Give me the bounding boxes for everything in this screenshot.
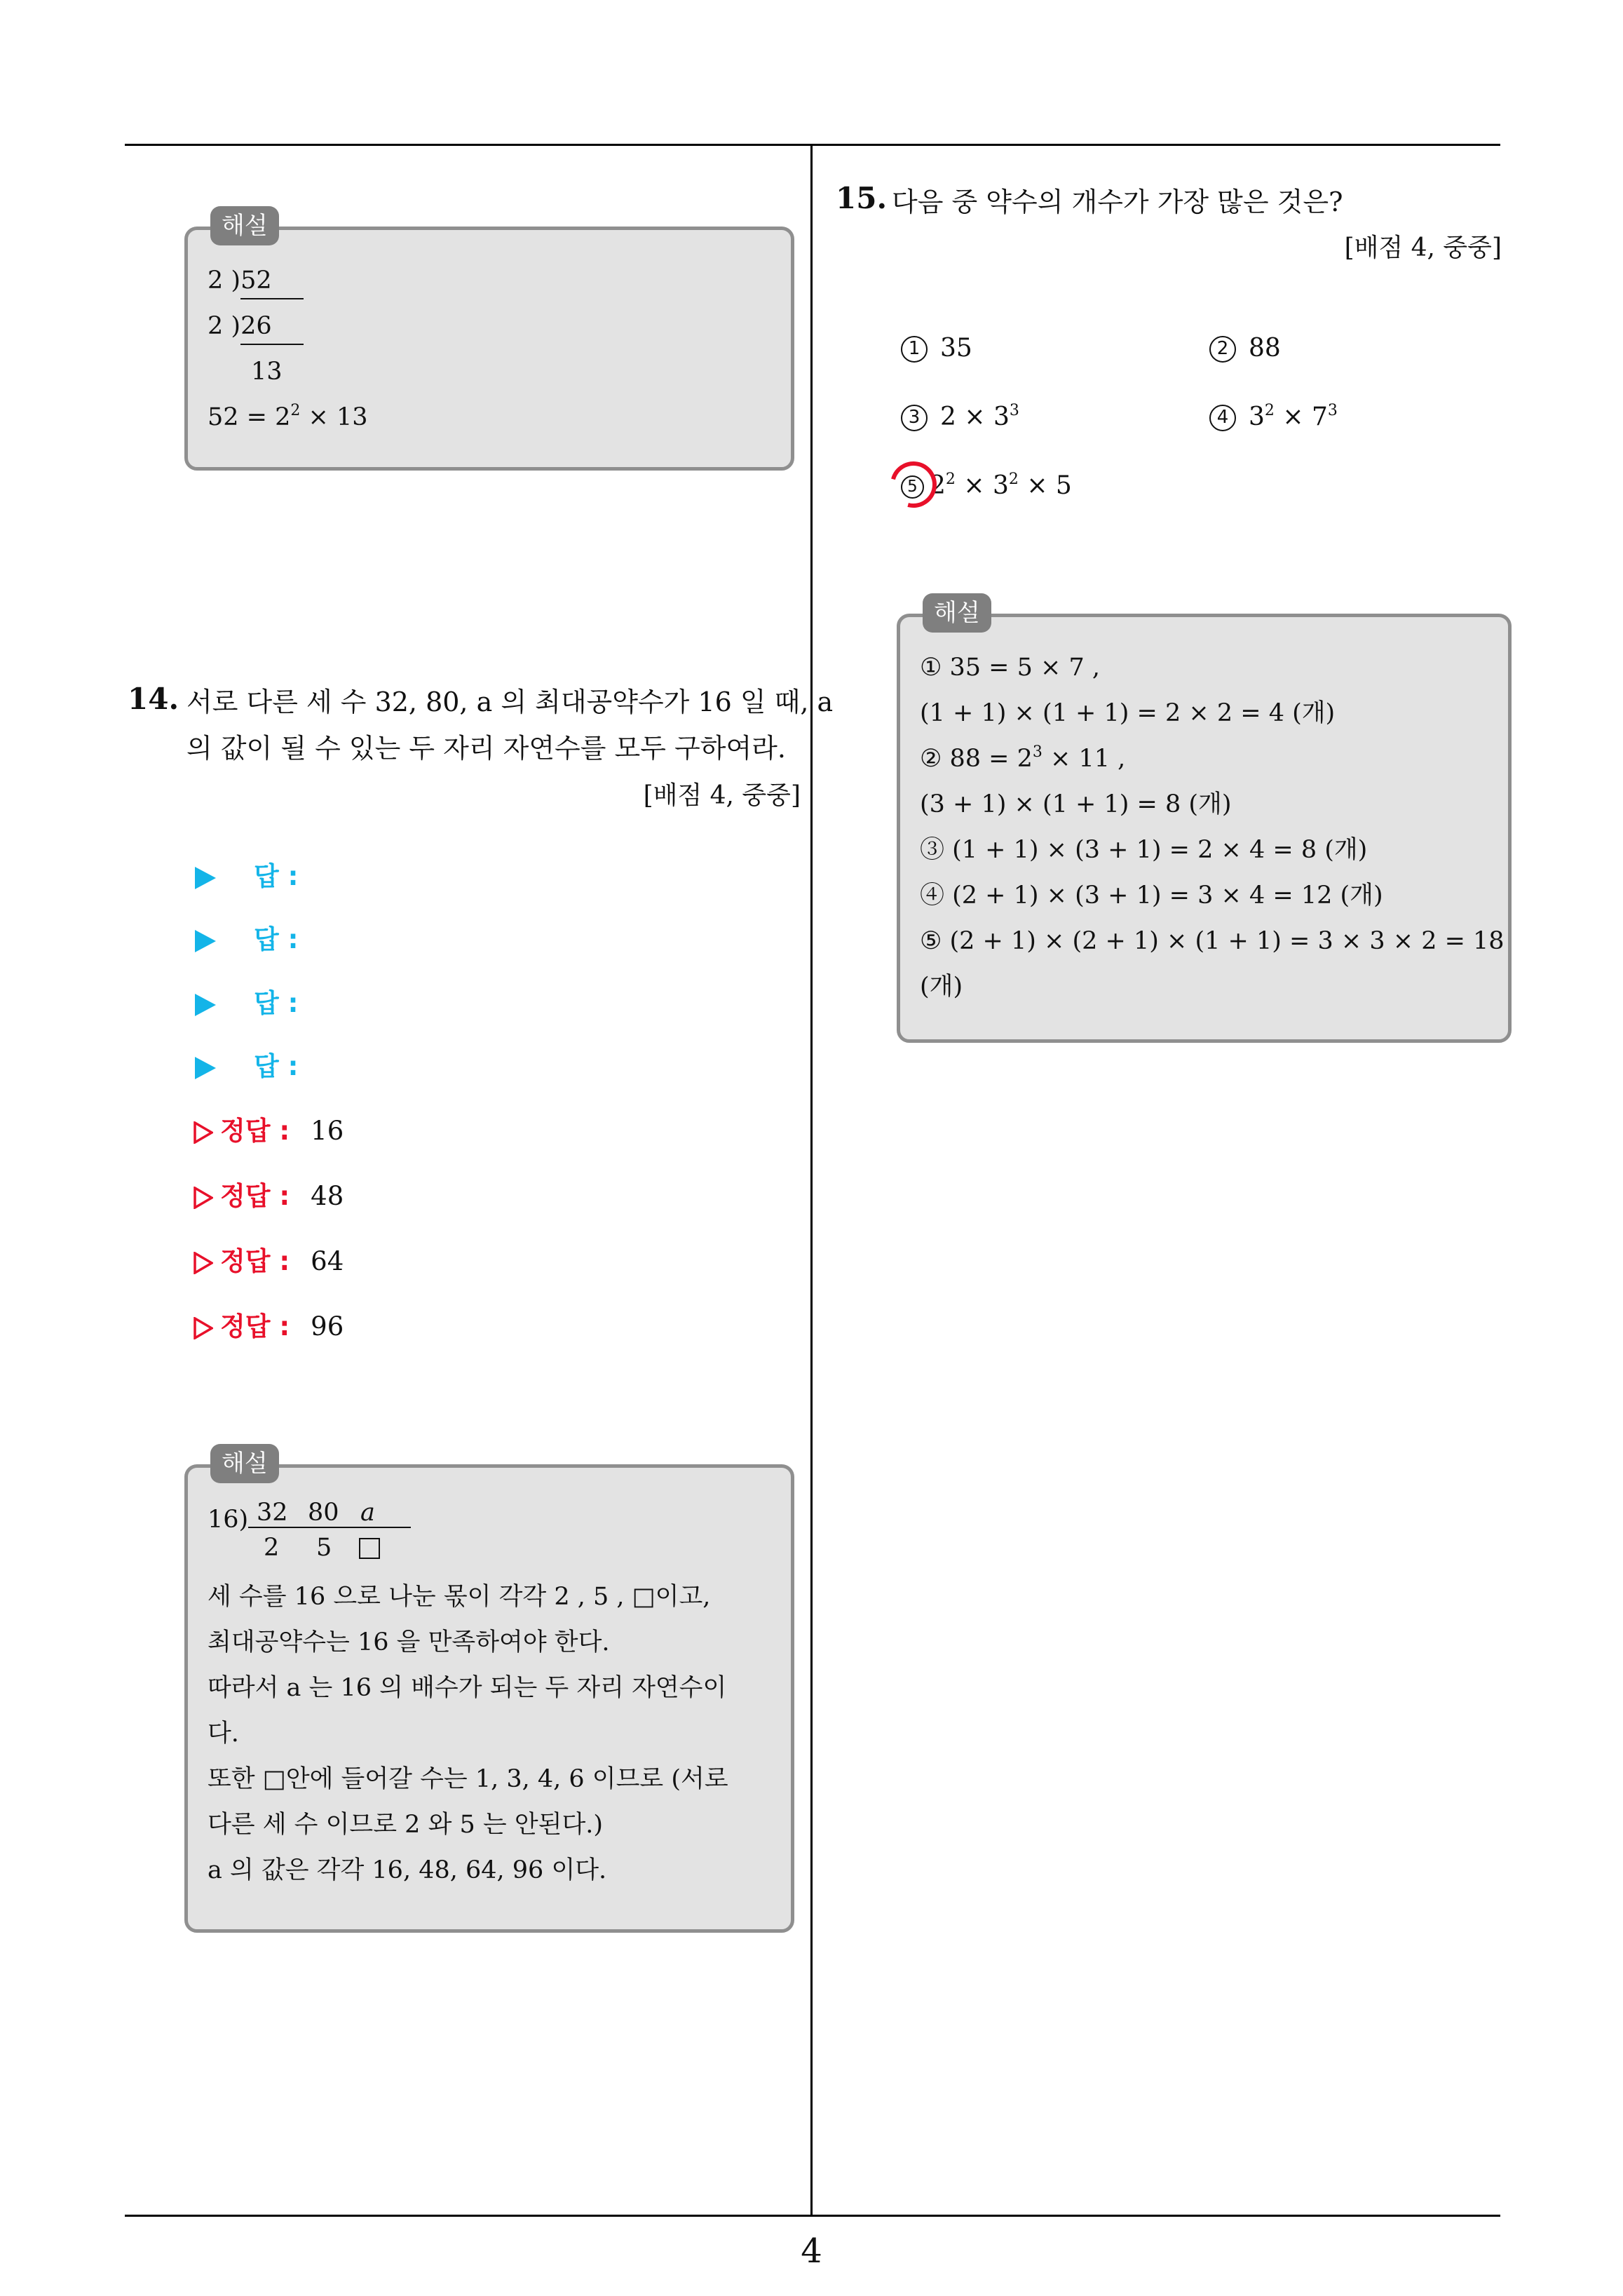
option-4[interactable]: 4 $3^2 \times 7^3$ [1209,400,1338,435]
solution-line: 최대공약수는 16 을 만족하여야 한다. [208,1628,610,1656]
option-mark: 4 [1209,405,1236,431]
solution-line: (1 + 1) × (1 + 1) = 2 × 2 = 4 (개) [920,699,1336,727]
divisor: 2 ) [208,312,241,340]
solution-tag: 해설 [923,593,991,633]
outline-triangle-icon [193,1252,213,1274]
outline-triangle-icon [193,1121,213,1144]
answer-key-row: 정답 : 64 [193,1244,344,1279]
answer-key-value: 96 [311,1311,344,1342]
play-icon [195,867,216,889]
solution-line: a 의 값은 각각 16, 48, 64, 96 이다. [208,1856,607,1884]
play-icon [195,994,216,1016]
divisor: 2 ) [208,266,241,295]
solution-line: 또한 □안에 들어갈 수는 1, 3, 4, 6 이므로 (서로 [208,1765,728,1793]
q14-score: [배점 4, 중중] [643,781,801,810]
answer-key-value: 64 [311,1246,344,1276]
dividend: 26 [240,309,304,345]
solution-tag: 해설 [210,1444,279,1483]
solution-line: (3 + 1) × (1 + 1) = 8 (개) [920,790,1232,818]
q13-solution-body [208,258,774,440]
q14-solution-box [184,1450,794,1933]
answer-key-value: 48 [311,1181,344,1211]
q15-number: 15. [836,181,888,215]
answer-key-row: 정답 : 16 [193,1114,344,1149]
solution-line: (개) [920,973,963,1001]
outline-triangle-icon [193,1187,213,1209]
dividend: 52 [240,263,304,299]
solution-line: ④ (2 + 1) × (3 + 1) = 3 × 4 = 12 (개) [920,882,1383,910]
q14-line2: 의 값이 될 수 있는 두 자리 자연수를 모두 구하여라. [186,733,786,764]
option-mark: 2 [1209,336,1236,363]
answer-key-row: 정답 : 48 [193,1179,344,1214]
factorization: $52 = 2^2 \times 13$ [208,402,368,431]
q13-solution-box [184,212,794,471]
quotient: 13 [251,358,283,386]
solution-line: ② $88 = 2^3 \times 11$ , [920,743,1126,773]
option-mark: 1 [901,336,928,363]
q14-line1: 서로 다른 세 수 32, 80, a 의 최대공약수가 16 일 때, a [186,687,834,717]
solution-line: ① 35 = 5 × 7 , [920,654,1100,682]
blank-box-icon [359,1538,380,1559]
solution-line: 다른 세 수 이므로 2 와 5 는 안된다.) [208,1811,604,1839]
answer-key-row: 정답 : 96 [193,1309,344,1344]
solution-line: 다. [208,1720,239,1748]
q15-score: [배점 4, 중중] [1344,234,1502,262]
column-divider [810,144,813,2216]
option-2[interactable]: 2 88 [1209,331,1281,366]
solution-line: ③ (1 + 1) × (3 + 1) = 2 × 4 = 8 (개) [920,836,1368,864]
bottom-rule [125,2215,1500,2217]
answer-key-value: 16 [311,1116,344,1146]
option-5[interactable]: 5 $2^2 \times 3^2 \times 5$ [901,468,1072,504]
play-icon [195,1057,216,1079]
top-rule [125,144,1500,146]
q15-solution-box [897,599,1512,1043]
solution-line: 따라서 a 는 16 의 배수가 되는 두 자리 자연수이 [208,1674,727,1702]
answer-field[interactable]: 답 : [195,986,298,1021]
play-icon [195,930,216,952]
answer-field[interactable]: 답 : [195,1049,298,1084]
q14-number: 14. [128,682,179,716]
solution-line: 세 수를 16 으로 나눈 몫이 각각 2 , 5 , □이고, [208,1583,711,1611]
outline-triangle-icon [193,1317,213,1339]
page-number: 4 [801,2231,822,2271]
solution-line: ⑤ (2 + 1) × (2 + 1) × (1 + 1) = 3 × 3 × 2 = 18 [920,927,1505,955]
selected-answer-mark [882,453,945,516]
answer-field[interactable]: 답 : [195,859,298,894]
division-ladder: 16) 32 80 a [208,1497,774,1538]
solution-tag: 해설 [210,206,279,245]
answer-field[interactable]: 답 : [195,922,298,957]
q15-text: 다음 중 약수의 개수가 가장 많은 것은? [892,187,1343,217]
option-mark: 5 [901,475,924,499]
option-1[interactable]: 1 35 [901,331,972,366]
q15-solution-body [920,645,1505,1010]
q14-solution-body: 16) 32 80 a 2 5 세 수를 16 으로 나눈 몫이 각각 2 , 5 , □이고, 최대공약수는 16 을 만족하여야 한다. 따라서 a 는 16 의 배수가 되는 두 자리 자연수이 다. 또한 □안에 들어갈 수는 1, 3, 4, 6 이므로 (서로 다른 세 수 이므로 2 와 5 는 안된다.) a 의 값은 각각 16, 48, 64, 96 이다. [208,1497,774,1893]
option-3[interactable]: 3 $2 \times 3^3$ [901,400,1019,435]
option-mark: 3 [901,405,928,431]
